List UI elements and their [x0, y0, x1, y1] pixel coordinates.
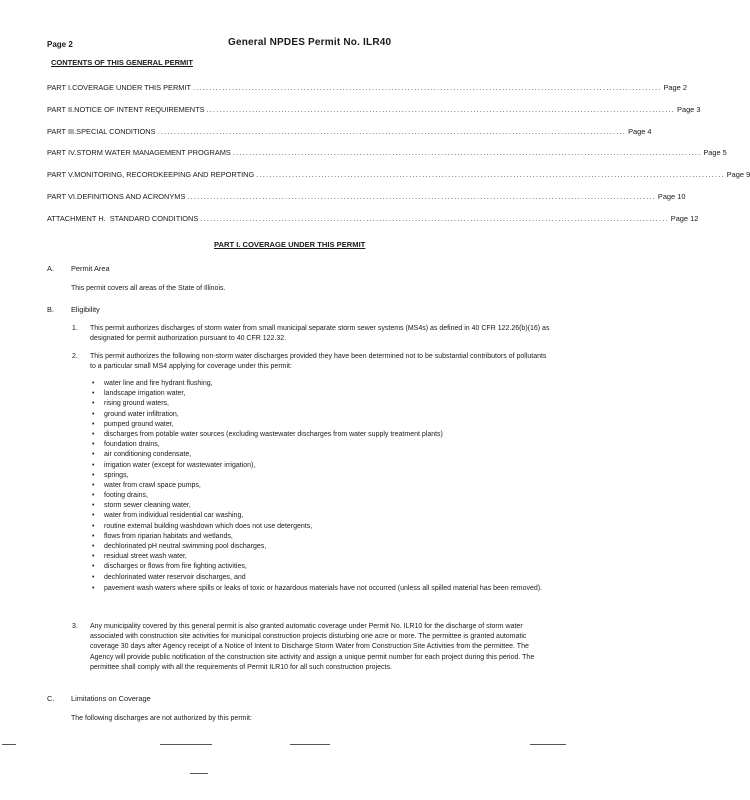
part-heading: PART I. COVERAGE UNDER THIS PERMIT: [214, 240, 366, 249]
toc-page-ref: Page 2: [663, 83, 687, 92]
list-item: • foundation drains,: [92, 441, 160, 449]
bullet-icon: •: [92, 461, 95, 469]
list-item: • residual street wash water,: [92, 553, 187, 561]
section-a-text: This permit covers all areas of the State of Illinois.: [71, 285, 226, 292]
scan-mark: [2, 744, 16, 745]
item-3-text: Any municipality covered by this general permit is also granted automatic coverage under Permit No. ILR10 for the discharge of storm water associated with construction site activities for municipal construction projects disturbing one acre or more. The permittee is granted automatic coverage 30 days after Agency receipt of a Notice of Intent to Discharge Storm Water from Construction Site Activities from the permittee. The Agency will provide public notification of the construction site activity and assign a unique permit number for each project during this period. The permittee shall comply with all the requirements of Permit ILR10 for all such construction projects.: [90, 623, 535, 671]
list-item: • landscape irrigation water,: [92, 390, 186, 398]
table-of-contents: [47, 83, 750, 236]
list-item: • air conditioning condensate,: [92, 451, 192, 459]
list-item: • water from crawl space pumps,: [92, 481, 201, 489]
toc-leader-dots: ................................................................................................................................................: [200, 213, 669, 223]
toc-entry: [47, 148, 727, 170]
bullet-icon: •: [92, 451, 95, 459]
item-1-text: This permit authorizes discharges of storm water from small municipal separate storm sewer systems (MS4s) as defined in 40 CFR 122.26(b)(16) as designated for permit authorization pursuant to 40 CFR 122.32.: [90, 325, 550, 343]
bullet-icon: •: [92, 441, 95, 449]
bullet-icon: •: [92, 380, 95, 387]
list-item: • irrigation water (except for wastewater irrigation),: [92, 461, 256, 469]
item-2-text: This permit authorizes the following non-storm water discharges provided they have been determined not to be substantial contributors of pollutants to a particular small MS4 applying for coverage under this permit:: [90, 353, 547, 371]
toc-entry: [47, 126, 652, 149]
list-item: • footing drains,: [92, 492, 148, 500]
toc-part-label: PART VI.: [47, 191, 77, 201]
list-item: • routine external building washdown which does not use detergents,: [92, 522, 313, 530]
toc-page-ref: Page 5: [703, 148, 727, 158]
bullet-icon: •: [92, 512, 95, 520]
section-c-title: Limitations on Coverage: [71, 694, 151, 703]
bullet-icon: •: [92, 502, 95, 510]
toc-part-label: PART II.: [47, 104, 75, 114]
item-2-number: 2.: [72, 353, 78, 360]
toc-leader-dots: ................................................................................................................................................: [256, 170, 725, 180]
toc-part-label: PART IV.: [47, 148, 77, 158]
toc-title: NOTICE OF INTENT REQUIREMENTS: [74, 104, 205, 114]
toc-leader-dots: ................................................................................................................................................: [206, 104, 676, 114]
permit-title: General NPDES Permit No. ILR40: [228, 37, 392, 48]
bullet-icon: •: [92, 563, 95, 571]
toc-leader-dots: ................................................................................................................................................: [157, 126, 627, 136]
item-3-number: 3.: [72, 623, 78, 630]
scan-artifacts: [0, 735, 618, 795]
list-item: • dechlorinated water reservoir discharges, and: [92, 573, 246, 581]
list-item: • pavement wash waters where spills or leaks of toxic or hazardous materials have not occurred (unless all spilled material has been removed).: [92, 584, 562, 594]
bullet-icon: •: [92, 584, 95, 592]
toc-entry: [47, 104, 701, 127]
bullet-icon: •: [92, 492, 95, 500]
bullet-icon: •: [92, 420, 95, 428]
section-a-label: A.: [47, 264, 54, 273]
bullet-icon: •: [92, 481, 95, 489]
list-item: • ground water infiltration,: [92, 410, 179, 418]
scan-mark: [190, 773, 208, 774]
bullet-icon: •: [92, 573, 95, 581]
list-item: • discharges or flows from fire fighting activities,: [92, 563, 247, 571]
contents-heading: CONTENTS OF THIS GENERAL PERMIT: [51, 58, 193, 67]
scan-mark: [290, 744, 330, 745]
page-number: Page 2: [47, 40, 73, 49]
bullet-icon: •: [92, 522, 95, 530]
toc-page-ref: Page 4: [628, 126, 652, 136]
toc-page-ref: Page 10: [657, 191, 686, 201]
toc-part-label: PART I.: [47, 83, 73, 92]
bullet-icon: •: [92, 400, 95, 408]
toc-part-label: ATTACHMENT H.: [47, 213, 106, 223]
toc-title: DEFINITIONS AND ACRONYMS: [76, 191, 186, 201]
toc-entry: [47, 191, 686, 214]
section-b-title: Eligibility: [71, 305, 100, 314]
list-item: • storm sewer cleaning water,: [92, 502, 191, 510]
item-1-number: 1.: [72, 325, 78, 332]
scan-mark: [160, 744, 212, 745]
bullet-icon: •: [92, 390, 95, 398]
list-item: • dechlorinated pH neutral swimming pool discharges,: [92, 543, 267, 550]
list-item: • water from individual residential car washing,: [92, 512, 244, 520]
bullet-icon: •: [92, 471, 95, 479]
list-item: • rising ground waters,: [92, 400, 169, 408]
toc-entry: [47, 83, 687, 105]
toc-title: STORM WATER MANAGEMENT PROGRAMS: [76, 148, 231, 158]
bullet-icon: •: [92, 532, 95, 540]
toc-page-ref: Page 3: [677, 104, 701, 114]
section-a-title: Permit Area: [71, 264, 110, 273]
toc-part-label: PART III.: [47, 126, 77, 136]
section-b-label: B.: [47, 305, 54, 314]
scan-mark: [530, 744, 566, 745]
bullet-icon: •: [92, 543, 95, 550]
toc-part-label: PART V.: [47, 170, 75, 180]
toc-leader-dots: ................................................................................................................................................: [232, 148, 702, 158]
list-item: • springs,: [92, 471, 129, 479]
non-storm-water-discharge-list: [92, 380, 562, 594]
list-item: • water line and fire hydrant flushing,: [92, 380, 213, 387]
list-item: • flows from riparian habitats and wetlands,: [92, 532, 233, 540]
section-c-text: The following discharges are not authorized by this permit:: [71, 715, 252, 722]
bullet-icon: •: [92, 430, 95, 438]
section-c-label: C.: [47, 694, 55, 703]
toc-leader-dots: ................................................................................................................................................: [193, 83, 662, 92]
bullet-icon: •: [92, 410, 95, 418]
toc-entry: [47, 213, 699, 236]
toc-leader-dots: ................................................................................................................................................: [187, 191, 656, 201]
toc-entry: [47, 170, 750, 192]
toc-title: COVERAGE UNDER THIS PERMIT: [72, 83, 192, 92]
list-item: • pumped ground water,: [92, 420, 174, 428]
toc-title: SPECIAL CONDITIONS: [76, 126, 156, 136]
toc-page-ref: Page 12: [670, 213, 699, 223]
toc-page-ref: Page 9: [726, 170, 750, 180]
toc-title: MONITORING, RECORDKEEPING AND REPORTING: [74, 170, 255, 180]
bullet-icon: •: [92, 553, 95, 561]
list-item: • discharges from potable water sources (excluding wastewater discharges from water supply treatment plants): [92, 430, 443, 438]
toc-title: STANDARD CONDITIONS: [109, 213, 199, 223]
